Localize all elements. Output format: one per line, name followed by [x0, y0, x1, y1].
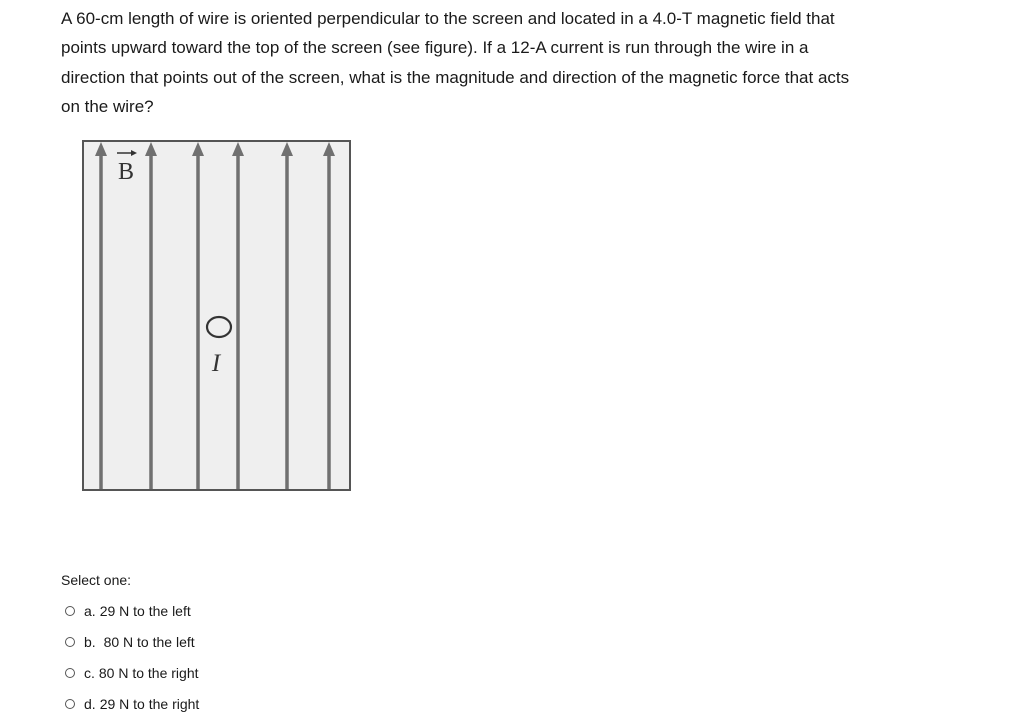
option-a[interactable] [61, 595, 199, 626]
field-label: B [117, 159, 135, 185]
wire-out-of-screen [204, 310, 234, 377]
option-text: 80 N to the right [98, 664, 199, 681]
option-c[interactable] [61, 657, 199, 688]
option-d[interactable] [61, 688, 199, 717]
option-text: 80 N to the left [99, 633, 195, 650]
question-text: A 60-cm length of wire is oriented perpendicular to the screen and located in a 4.0-T magnetic field that points upward toward the top of the screen (see figure). If a 12-A current is run through the wire in a direction that points out of the screen, what is the magnitude and direction of the magnetic force that acts on the wire? [61, 9, 850, 116]
radio-icon[interactable] [65, 668, 75, 678]
option-text: 29 N to the right [99, 695, 200, 712]
magnetic-field-figure [82, 140, 352, 492]
option-letter: b. [84, 633, 96, 650]
radio-icon[interactable] [65, 606, 75, 616]
current-label: I [211, 350, 221, 377]
answer-options [61, 595, 199, 717]
option-text: 29 N to the left [99, 602, 191, 619]
select-one-label: Select one: [61, 572, 132, 588]
option-letter: c. [84, 664, 95, 681]
radio-icon[interactable] [65, 637, 75, 647]
option-letter: d. [84, 695, 96, 712]
option-letter: a. [84, 602, 96, 619]
option-b[interactable] [61, 626, 199, 657]
radio-icon[interactable] [65, 699, 75, 709]
